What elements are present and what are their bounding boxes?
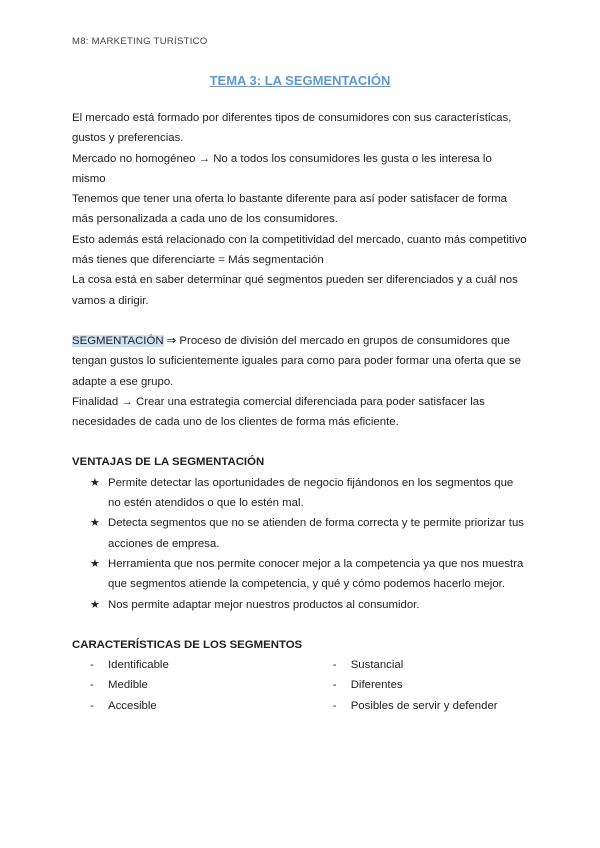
dash-bullet: - <box>332 699 337 712</box>
dash-bullet: - <box>90 659 94 672</box>
intro-paragraph-5: La cosa está en saber determinar qué segmentos pueden ser diferenciados y a cuál nos vamos a dirigir. <box>72 274 518 307</box>
list-item-text: Identificable <box>108 659 169 672</box>
characteristics-heading: CARACTERÍSTICAS DE LOS SEGMENTOS <box>72 638 303 651</box>
list-item <box>72 513 528 554</box>
list-item <box>72 473 528 514</box>
list-item <box>315 696 512 716</box>
list-item-text: Herramienta que nos permite conocer mejor a la competencia ya que nos muestra que segmentos atiende la competencia, y qué y cómo podemos hacerlo mejor. <box>108 557 524 591</box>
list-item-text: Diferentes <box>350 679 403 692</box>
list-item-text: Medible <box>108 679 148 692</box>
purpose-paragraph: Finalidad → Crear una estrategia comercial diferenciada para poder satisfacer las necesidades de cada uno de los clientes de forma más eficiente. <box>72 395 485 429</box>
dash-bullet: - <box>90 699 94 712</box>
characteristics-list <box>72 655 512 716</box>
dash-bullet: - <box>90 679 94 692</box>
list-item <box>315 655 512 675</box>
intro-paragraph-1: El mercado está formado por diferentes tipos de consumidores con sus características, gustos y preferencias. <box>72 112 512 145</box>
advantages-heading: VENTAJAS DE LA SEGMENTACIÓN <box>72 456 265 469</box>
advantages-list <box>72 473 528 615</box>
list-item <box>72 655 315 675</box>
list-item <box>315 675 512 695</box>
characteristics-left-column <box>72 655 315 716</box>
list-item-text: Posibles de servir y defender <box>350 699 498 712</box>
definition-paragraph <box>72 331 528 392</box>
intro-paragraph-4: Esto además está relacionado con la competitividad del mercado, cuanto más competitivo más tienes que diferenciarte = Más segmentación <box>72 233 527 267</box>
star-bullet-icon: ★ <box>90 476 100 489</box>
highlighted-term: SEGMENTACIÓN <box>72 334 164 347</box>
list-item-text: Permite detectar las oportunidades de negocio fijándonos en los segmentos que no estén atendidos o que lo estén mal. <box>108 476 514 510</box>
list-item-text: Detecta segmentos que no se atienden de forma correcta y te permite priorizar tus acciones de empresa. <box>108 517 524 550</box>
list-item-text: Accesible <box>108 699 157 712</box>
characteristics-right-column <box>315 655 512 716</box>
dash-bullet: - <box>332 679 337 692</box>
page-header: M8: MARKETING TURÍSTICO <box>72 36 208 47</box>
star-bullet-icon: ★ <box>90 557 100 570</box>
star-bullet-icon: ★ <box>90 598 100 611</box>
star-bullet-icon: ★ <box>90 517 100 530</box>
page-title: TEMA 3: LA SEGMENTACIÓN <box>209 73 391 88</box>
list-item <box>72 554 528 595</box>
intro-paragraph-3: Tenemos que tener una oferta lo bastante diferente para así poder satisfacer de forma más personalizada a cada uno de los consumidores. <box>72 193 508 226</box>
dash-bullet: - <box>332 659 337 672</box>
document-body <box>72 108 528 716</box>
list-item <box>72 675 315 695</box>
list-item <box>72 696 315 716</box>
list-item-text: Nos permite adaptar mejor nuestros productos al consumidor. <box>108 598 420 611</box>
definition-text: ⇒ Proceso de división del mercado en grupos de consumidores que tengan gustos lo suficientemente iguales para como para poder formar una oferta que se adapte a ese grupo. <box>72 334 521 388</box>
list-item-text: Sustancial <box>350 659 404 672</box>
list-item <box>72 595 528 615</box>
intro-paragraph-2: Mercado no homogéneo → No a todos los consumidores les gusta o les interesa lo mismo <box>72 152 492 185</box>
